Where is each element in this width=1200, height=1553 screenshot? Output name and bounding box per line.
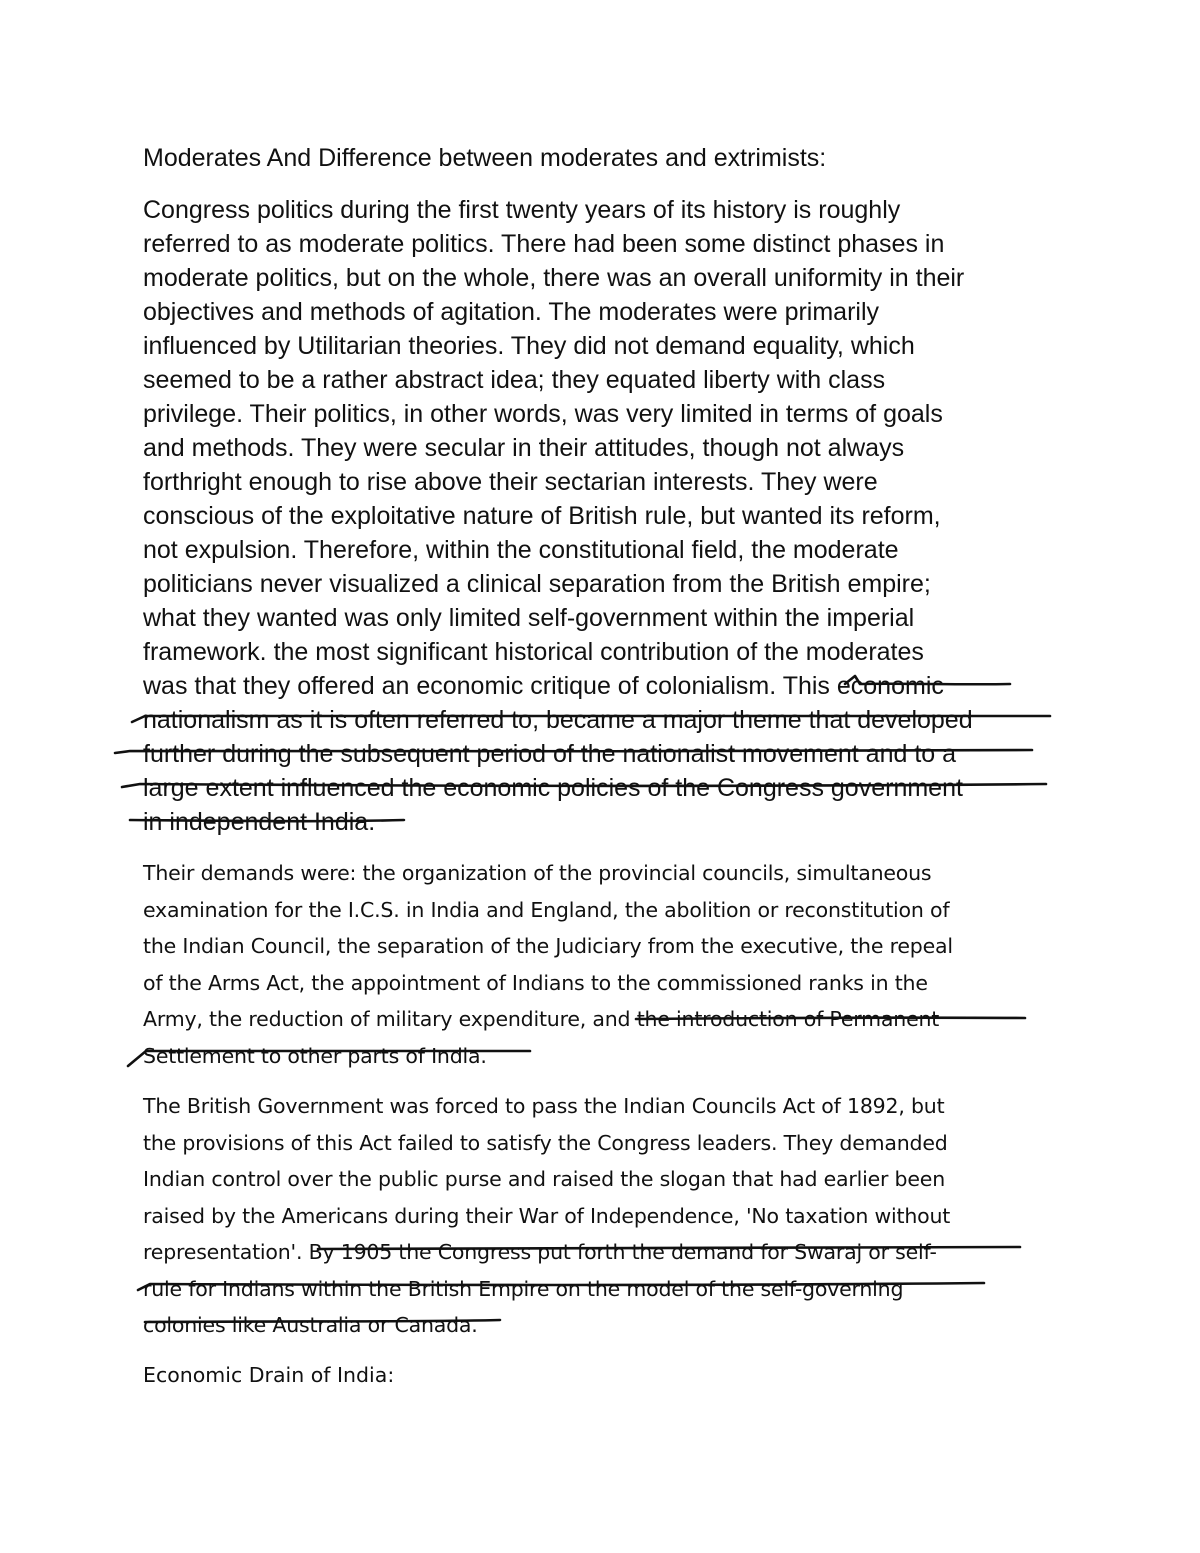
text-line: rule for Indians within the British Empire on the model of the self-governing — [143, 1276, 904, 1301]
text-line: Army, the reduction of military expenditure, and the introduction of Permanent — [143, 1007, 940, 1031]
text-line: of the Arms Act, the appointment of Indians to the commissioned ranks in the — [143, 970, 928, 995]
text-line: further during the subsequent period of the nationalist movement and to a — [143, 740, 957, 768]
paragraph-moderate-politics — [143, 193, 1073, 839]
paragraph-councils-act — [143, 1088, 1073, 1344]
text-line: what they wanted was only limited self-government within the imperial — [143, 604, 915, 632]
text-line: objectives and methods of agitation. The moderates were primarily — [143, 298, 880, 326]
text-line: large extent influenced the economic policies of the Congress government — [143, 774, 963, 802]
text-line: privilege. Their politics, in other words, was very limited in terms of goals — [143, 400, 943, 428]
text-line: Settlement to other parts of India. — [143, 1043, 487, 1068]
text-line: framework. the most significant historical contribution of the moderates — [143, 638, 924, 666]
text-line: Indian control over the public purse and raised the slogan that had earlier been — [143, 1167, 945, 1191]
text-line: The British Government was forced to pass the Indian Councils Act of 1892, but — [143, 1094, 945, 1118]
text-line: was that they offered an economic critique of colonialism. This economic — [143, 672, 944, 700]
section-heading-economic-drain: Economic Drain of India: — [143, 1363, 395, 1387]
text-line: conscious of the exploitative nature of British rule, but wanted its reform, — [143, 502, 941, 530]
text-line: forthright enough to rise above their sectarian interests. They were — [143, 468, 878, 496]
text-line: Their demands were: the organization of the provincial councils, simultaneous — [143, 861, 932, 885]
paragraph-demands — [143, 855, 1073, 1074]
text-line: and methods. They were secular in their attitudes, though not always — [143, 434, 905, 462]
text-line: not expulsion. Therefore, within the constitutional field, the moderate — [143, 536, 899, 564]
text-line: the provisions of this Act failed to satisfy the Congress leaders. They demanded — [143, 1130, 948, 1155]
text-line: the Indian Council, the separation of the Judiciary from the executive, the repeal — [143, 934, 953, 958]
text-line: examination for the I.C.S. in India and England, the abolition or reconstitution of — [143, 897, 950, 922]
text-line: seemed to be a rather abstract idea; they equated liberty with class — [143, 366, 886, 394]
text-line: moderate politics, but on the whole, there was an overall uniformity in their — [143, 264, 965, 292]
text-line: influenced by Utilitarian theories. They did not demand equality, which — [143, 332, 915, 360]
text-line: politicians never visualized a clinical separation from the British empire; — [143, 570, 931, 598]
text-line: Congress politics during the first twenty years of its history is roughly — [143, 196, 901, 224]
document-title: Moderates And Difference between moderates and extrimists: — [143, 144, 827, 172]
text-line: representation'. By 1905 the Congress put forth the demand for Swaraj or self- — [143, 1240, 937, 1264]
text-line: colonies like Australia or Canada. — [143, 1313, 478, 1337]
text-line: raised by the Americans during their War of Independence, 'No taxation without — [143, 1203, 951, 1228]
text-line: in independent India. — [143, 808, 376, 836]
text-line: referred to as moderate politics. There had been some distinct phases in — [143, 230, 945, 258]
text-line: nationalism as it is often referred to, became a major theme that developed — [143, 706, 973, 734]
